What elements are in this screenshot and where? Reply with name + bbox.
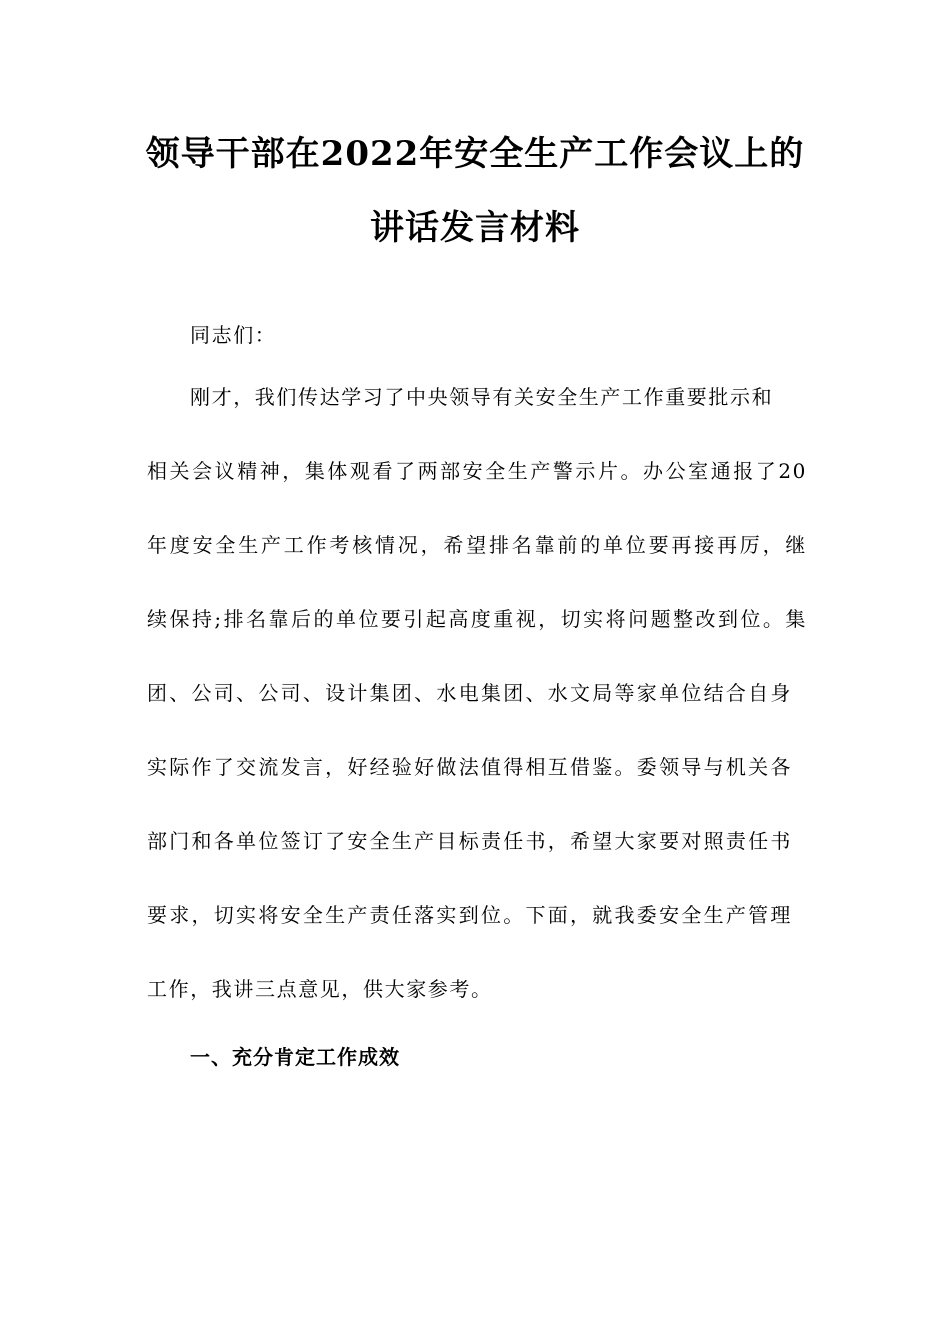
body-paragraph-line: 续保持;排名靠后的单位要引起高度重视，切实将问题整改到位。集: [147, 607, 807, 631]
body-paragraph-line: 相关会议精神，集体观看了两部安全生产警示片。办公室通报了20: [147, 459, 807, 483]
body-paragraph-line: 年度安全生产工作考核情况，希望排名靠前的单位要再接再厉，继: [147, 533, 807, 557]
body-paragraph-line: 部门和各单位签订了安全生产目标责任书，希望大家要对照责任书: [147, 829, 792, 853]
body-paragraph-line: 刚才，我们传达学习了中央领导有关安全生产工作重要批示和: [190, 385, 774, 409]
section-heading: 一、充分肯定工作成效: [190, 1045, 400, 1069]
body-paragraph-line: 团、公司、公司、设计集团、水电集团、水文局等家单位结合自身: [147, 681, 792, 705]
body-paragraph-line: 工作，我讲三点意见，供大家参考。: [147, 977, 493, 1001]
salutation: 同志们：: [190, 323, 277, 347]
body-paragraph-line: 要求，切实将安全生产责任落实到位。下面，就我委安全生产管理: [147, 903, 792, 927]
body-paragraph-line: 实际作了交流发言，好经验好做法值得相互借鉴。委领导与机关各: [147, 755, 792, 779]
document-title-line-1: 领导干部在2022年安全生产工作会议上的: [145, 134, 805, 174]
document-title-line-2: 讲话发言材料: [370, 208, 580, 248]
